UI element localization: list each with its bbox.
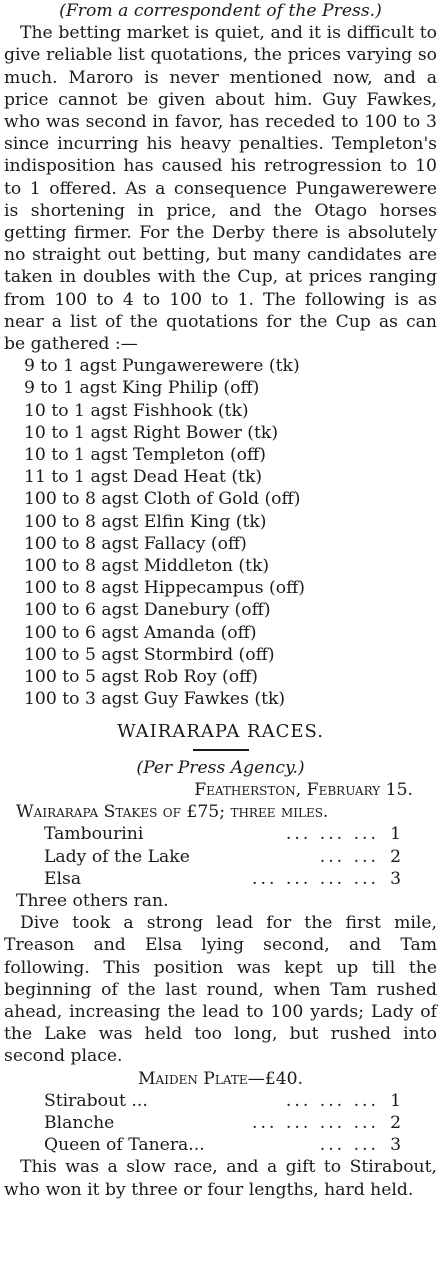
quotation-line: 100 to 5 agst Stormbird (off): [24, 644, 275, 665]
agency-credit: (Per Press Agency.): [136, 757, 305, 778]
horse-name: Blanche: [44, 1112, 115, 1133]
quotation-line: 10 to 1 agst Fishhook (tk): [24, 400, 249, 421]
maiden-report: This was a slow race, and a gift to Stirabout, who won it by three or four lengths, hard held.: [4, 1157, 437, 1200]
leader-dots: ... ... ... ...: [252, 868, 379, 889]
stakes-report: Dive took a strong lead for the first mile, Treason and Elsa lying second, and Tam following. This position was kept up till the beginning of the last round, when Tam rushed ahead, increasing the lead to 100 yards; Lady of the Lake was held too long, but rushed into second place.: [4, 913, 437, 1067]
leader-dots: ... ... ...: [285, 824, 379, 845]
result-row: [4, 823, 437, 845]
quotation-line: 100 to 5 agst Rob Roy (off): [24, 667, 259, 688]
quotation-line: 100 to 8 agst Elfin King (tk): [24, 511, 267, 532]
result-row: [4, 1090, 437, 1112]
quotation-line: 100 to 6 agst Amanda (off): [24, 622, 257, 643]
placing: 1: [390, 824, 401, 845]
leader-dots: ... ...: [319, 846, 379, 867]
placing: 1: [390, 1090, 401, 1111]
quotation-line: 100 to 8 agst Middleton (tk): [24, 556, 270, 577]
quotation-line: 100 to 8 agst Cloth of Gold (off): [24, 489, 301, 510]
horse-name: Tambourini: [44, 824, 144, 845]
leader-dots: ... ... ... ...: [252, 1112, 379, 1133]
others-note: Three others ran.: [16, 890, 169, 911]
placing: 2: [390, 846, 401, 867]
placing: 3: [390, 1135, 401, 1156]
stakes-results: [4, 823, 437, 890]
quotation-line: 11 to 1 agst Dead Heat (tk): [24, 467, 263, 488]
horse-name: Stirabout ...: [44, 1090, 148, 1111]
result-row: [4, 846, 437, 868]
result-row: [4, 1112, 437, 1134]
quotation-line: 9 to 1 agst Pungawerewere (tk): [24, 356, 300, 377]
section-heading: WAIRARAPA RACES.: [117, 720, 324, 742]
quotation-list: [4, 355, 437, 710]
race-title-maiden: Maiden Plate—£40.: [137, 1068, 304, 1089]
dateline: Featherston, February 15.: [194, 779, 413, 800]
leader-dots: ... ...: [319, 1135, 379, 1156]
quotation-line: 100 to 3 agst Guy Fawkes (tk): [24, 689, 286, 710]
quotation-line: 100 to 8 agst Fallacy (off): [24, 533, 247, 554]
heading-rule: [193, 749, 249, 751]
quotation-line: 100 to 6 agst Danebury (off): [24, 600, 271, 621]
quotation-line: 10 to 1 agst Right Bower (tk): [24, 422, 279, 443]
result-row: [4, 1134, 437, 1156]
result-row: [4, 868, 437, 890]
placing: 2: [390, 1112, 401, 1133]
betting-paragraph: The betting market is quiet, and it is difficult to give reliable list quotations, the prices varying so much. Maroro is never mentioned now, and a price cannot be given about him. Guy Fawkes, who was second in favor, has receded to 100 to 3 since incurring his heavy penalties. Templeton's indisposition has caused his retrogression to 10 to 1 offered. As a consequence Pungawerewere is shortening in price, and the Otago horses getting firmer. For the Derby there is absolutely no straight out betting, but many candidates are taken in doubles with the Cup, at prices ranging from 100 to 4 to 100 to 1. The following is as near a list of the quotations for the Cup as can be gathered :—: [4, 23, 437, 355]
leader-dots: ... ... ...: [285, 1090, 379, 1111]
race-title-stakes: Wairarapa Stakes of £75; three miles.: [16, 802, 329, 823]
placing: 3: [390, 868, 401, 889]
quotation-line: 9 to 1 agst King Philip (off): [24, 378, 260, 399]
horse-name: Lady of the Lake: [44, 846, 190, 867]
byline: (From a correspondent of the Press.): [59, 1, 382, 21]
quotation-line: 100 to 8 agst Hippecampus (off): [24, 578, 305, 599]
horse-name: Queen of Tanera...: [44, 1135, 205, 1156]
maiden-results: [4, 1090, 437, 1157]
horse-name: Elsa: [44, 868, 82, 889]
quotation-line: 10 to 1 agst Templeton (off): [24, 445, 266, 466]
